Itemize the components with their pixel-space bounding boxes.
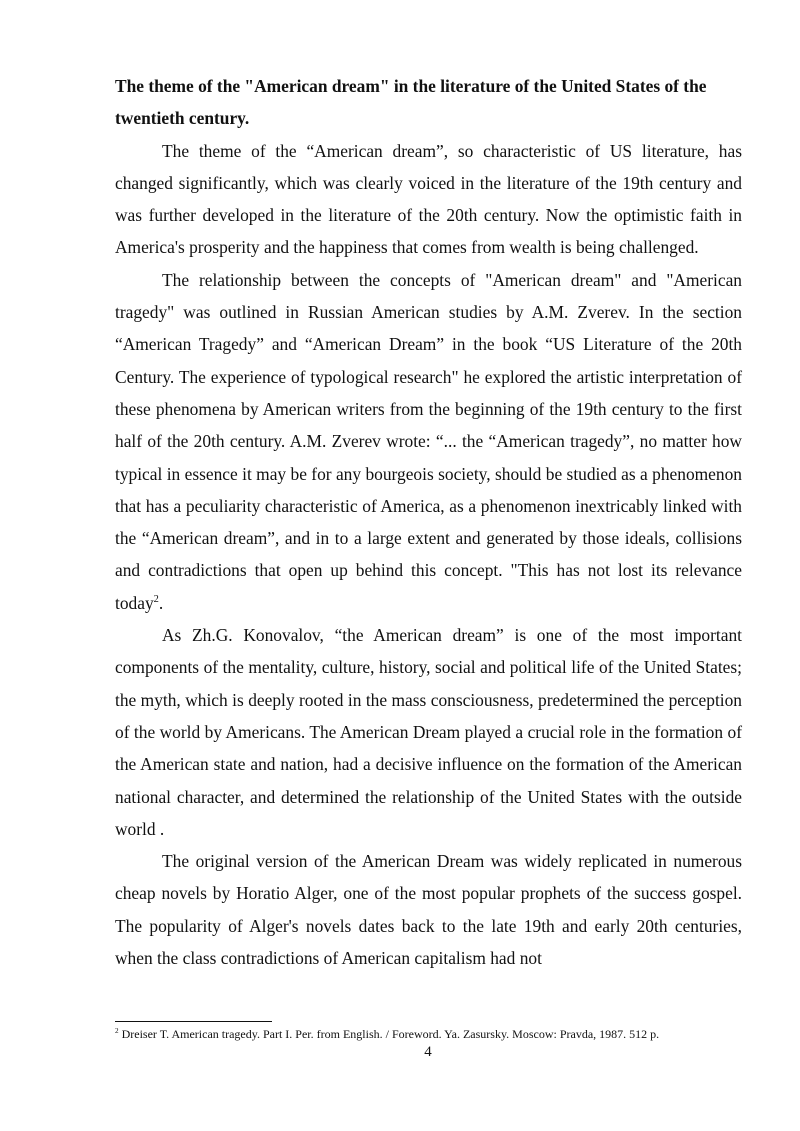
- page-number: 4: [424, 1044, 432, 1060]
- footnote-marker: 2: [115, 1027, 119, 1035]
- document-title: The theme of the "American dream" in the literature of the United States of the twentieth century.: [115, 76, 707, 129]
- paragraph-3: As Zh.G. Konovalov, “the American dream” is one of the most important components of the mentality, culture, history, social and political life of the United States; the myth, which is deeply rooted in the mass consciousness, predetermined the perception of the world by Americans. The American Dream played a crucial role in the formation of the American state and nation, had a decisive influence on the formation of the American national character, and determined the relationship of the United States with the outside world .: [115, 625, 742, 839]
- footnote: [115, 1026, 755, 1042]
- paragraph-2: [115, 264, 742, 619]
- footnote-reference: 2: [153, 593, 159, 605]
- footnote-text: Dreiser T. American tragedy. Part I. Per. from English. / Foreword. Ya. Zasursky. Moscow: Pravda, 1987. 512 p.: [118, 1027, 660, 1041]
- paragraph-2-end: .: [158, 592, 164, 613]
- document-body: [115, 70, 742, 974]
- footnote-divider: [115, 1021, 272, 1022]
- paragraph-1: The theme of the “American dream”, so characteristic of US literature, has changed significantly, which was clearly voiced in the literature of the 19th century and was further developed in the literature of the 20th century. Now the optimistic faith in America's prosperity and the happiness that comes from wealth is being challenged.: [115, 140, 742, 258]
- paragraph-4: The original version of the American Dream was widely replicated in numerous cheap novels by Horatio Alger, one of the most popular prophets of the success gospel. The popularity of Alger's novels dates back to the late 19th and early 20th centuries, when the class contradictions of American capitalism had not: [115, 851, 742, 969]
- paragraph-2-text: The relationship between the concepts of "American dream" and "American tragedy" was outlined in Russian American studies by A.M. Zverev. In the section “American Tragedy” and “American Dream” in the book “US Literature of the 20th Century. The experience of typological research" he explored the artistic interpretation of these phenomena by American writers from the beginning of the 19th century to the first half of the 20th century. A.M. Zverev wrote: “... the “American tragedy”, no matter how typical in essence it may be for any bourgeois society, should be studied as a phenomenon that has a peculiarity characteristic of America, as a phenomenon inextricably linked with the “American dream”, and in to a large extent and generated by those ideals, collisions and contradictions that open up behind this concept. "This has not lost its relevance today: [115, 269, 742, 613]
